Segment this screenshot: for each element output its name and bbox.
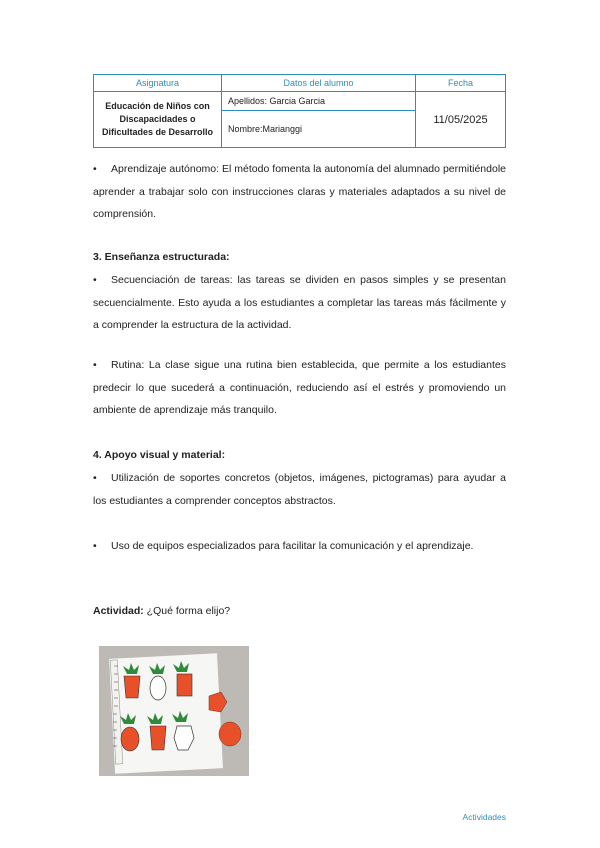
activity-title: Actividad: ¿Qué forma elijo? <box>93 605 231 617</box>
bullet: • <box>93 359 97 371</box>
date-value: 11/05/2025 <box>416 92 506 148</box>
subject-value: Educación de Niños con Discapacidades o Dificultades de Desarrollo <box>94 92 222 148</box>
paragraph-equipment: • Uso de equipos especializados para facilitar la comunicación y el aprendizaje. <box>93 535 506 558</box>
heading-structured: 3. Enseñanza estructurada: <box>93 251 230 263</box>
student-header: Datos del alumno <box>222 75 416 92</box>
subject-header: Asignatura <box>94 75 222 92</box>
bullet: • <box>93 540 97 552</box>
activity-photo <box>99 646 249 776</box>
bullet: • <box>93 274 97 286</box>
surnames-value: Apellidos: Garcia Garcia <box>222 92 416 111</box>
paragraph-sequencing: • Secuenciación de tareas: las tareas se dividen en pasos simples y se presentan secuencialmente. Esto ayuda a los estudiantes a completar las tareas más fácilmente y a comprender la estructura de la actividad. <box>93 269 506 337</box>
paragraph-routine: • Rutina: La clase sigue una rutina bien establecida, que permite a los estudiantes predecir lo que sucederá a continuación, reduciendo así el estrés y promoviendo un ambiente de aprendizaje más tranquilo. <box>93 354 506 422</box>
header-table <box>93 74 506 148</box>
carrot-board-image <box>99 646 249 776</box>
paragraph-autonomy: • Aprendizaje autónomo: El método fomenta la autonomía del alumnado permitiéndole aprender a trabajar solo con instrucciones claras y materiales adaptados a su nivel de comprensión. <box>93 158 506 226</box>
heading-visual-support: 4. Apoyo visual y material: <box>93 449 226 461</box>
paragraph-concrete-supports: • Utilización de soportes concretos (objetos, imágenes, pictogramas) para ayudar a los estudiantes a comprender conceptos abstractos. <box>93 467 506 512</box>
footer-label: Actividades <box>462 812 506 822</box>
name-value: Nombre:Marianggi <box>222 111 416 148</box>
bullet: • <box>93 472 97 484</box>
bullet: • <box>93 163 97 175</box>
date-header: Fecha <box>416 75 506 92</box>
